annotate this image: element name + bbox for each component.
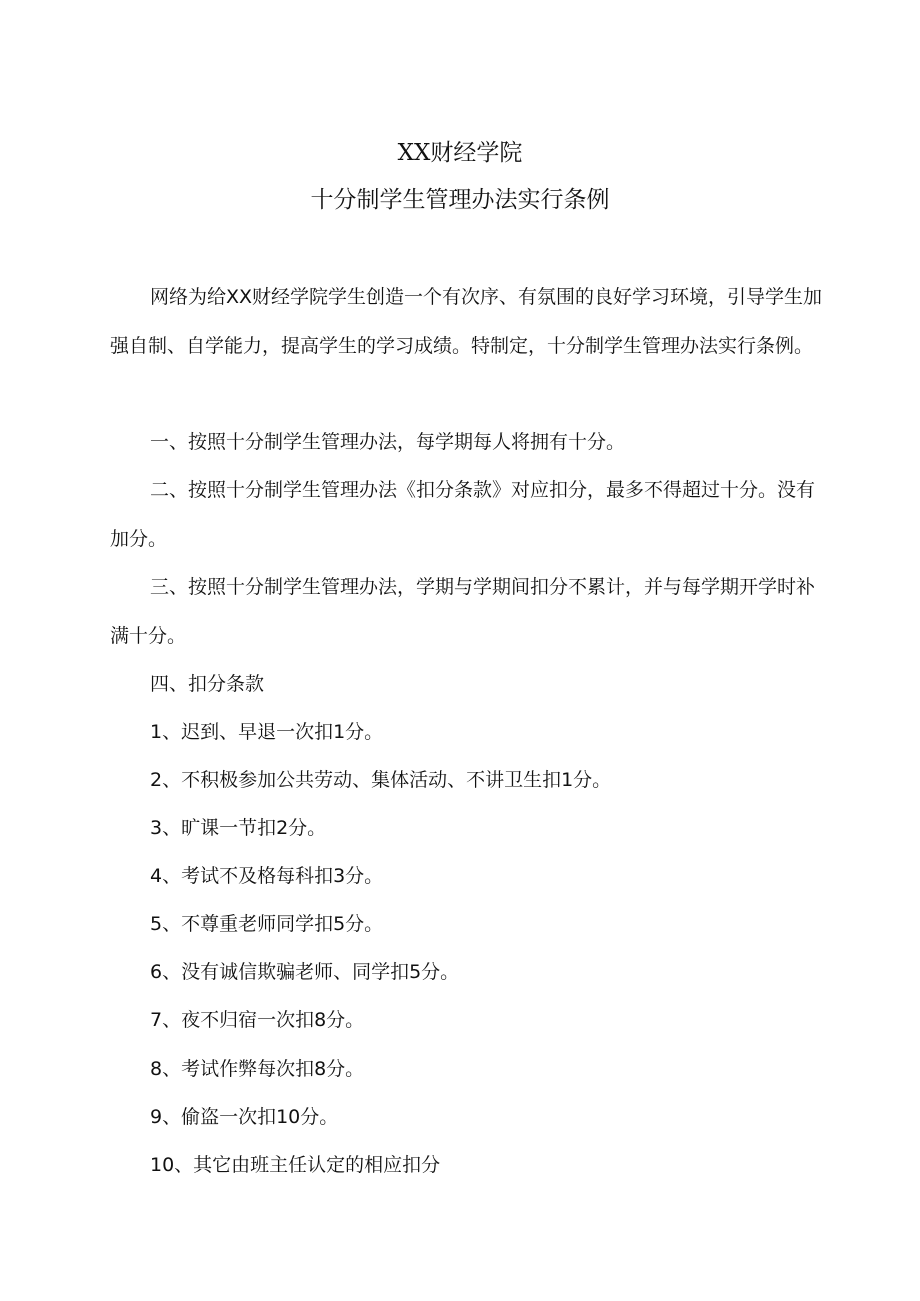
deduction-item: 1、迟到、早退一次扣1分。 [150, 721, 384, 743]
intro-paragraph: 网络为给XX财经学院学生创造一个有次序、有氛围的良好学习环境，引导学生加强自制、自学能力，提高学生的学习成绩。特制定，十分制学生管理办法实行条例。 [110, 286, 823, 357]
clause-1: 一、按照十分制学生管理办法，每学期每人将拥有十分。 [150, 431, 626, 453]
deduction-item: 2、不积极参加公共劳动、集体活动、不讲卫生扣1分。 [150, 769, 612, 791]
clause-2: 二、按照十分制学生管理办法《扣分条款》对应扣分，最多不得超过十分。没有加分。 [110, 479, 816, 550]
document-title-regulation: 十分制学生管理办法实行条例 [310, 187, 610, 213]
deduction-item: 9、偷盗一次扣10分。 [150, 1106, 339, 1128]
deduction-item: 7、夜不归宿一次扣8分。 [150, 1009, 365, 1031]
clause-4-heading: 四、扣分条款 [150, 673, 265, 695]
document-title-school: XX财经学院 [397, 140, 523, 166]
deduction-item: 3、旷课一节扣2分。 [150, 817, 327, 839]
deduction-item: 10、其它由班主任认定的相应扣分 [150, 1154, 441, 1176]
deduction-item: 6、没有诚信欺骗老师、同学扣5分。 [150, 961, 460, 983]
deduction-item: 8、考试作弊每次扣8分。 [150, 1058, 365, 1080]
deduction-item: 5、不尊重老师同学扣5分。 [150, 913, 384, 935]
clause-3: 三、按照十分制学生管理办法，学期与学期间扣分不累计，并与每学期开学时补满十分。 [110, 576, 816, 647]
deduction-item: 4、考试不及格每科扣3分。 [150, 865, 384, 887]
